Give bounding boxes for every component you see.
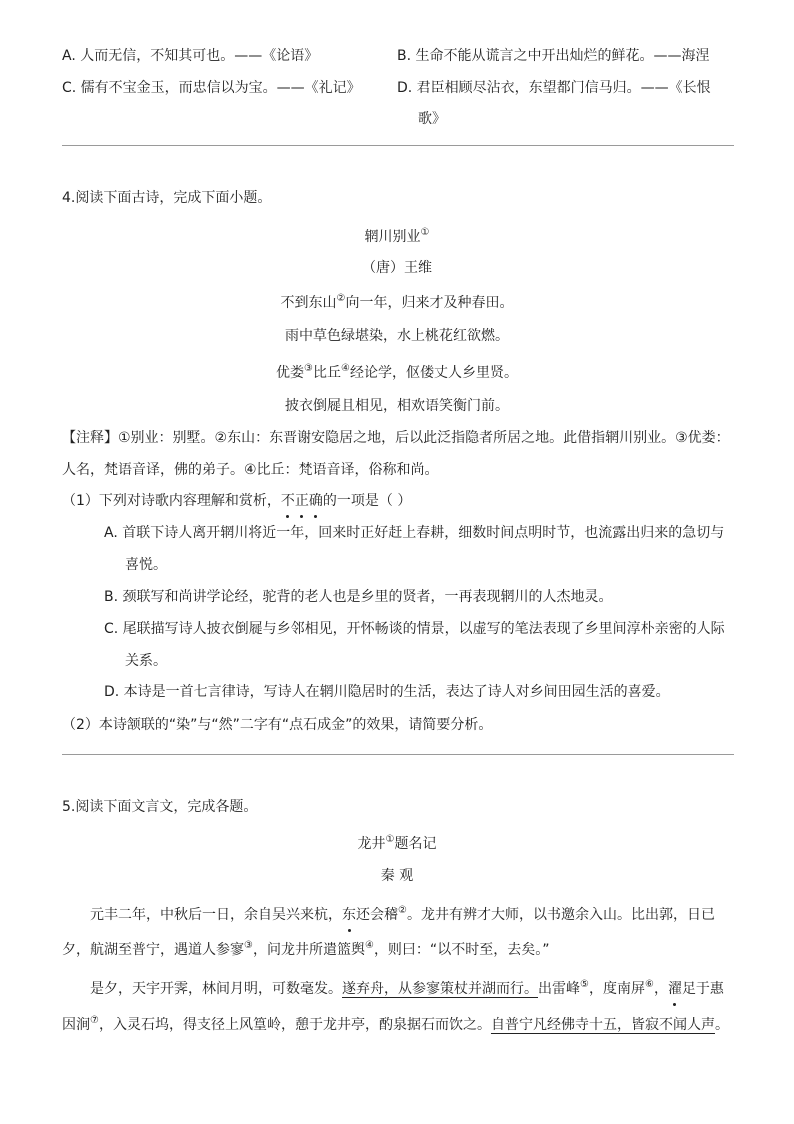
choice-c-line2: 关系。 — [125, 653, 167, 669]
choice-d: D. 本诗是一首七言律诗，写诗人在辋川隐居时的生活，表达了诗人对乡间田园生活的喜爱。 — [104, 684, 670, 700]
choice-c-line1: C. 尾联描写诗人披衣倒屣与乡邻相见，开怀畅谈的情景，以虚写的笔法表现了乡里间淳朴亲密的人际 — [104, 621, 725, 637]
emphasis-char: 濯 — [667, 981, 682, 997]
poem-title: 辋川别业① — [364, 227, 430, 245]
underlined-sentence: 自普宁凡经佛寺十五，皆寂不闻人声 — [490, 1017, 715, 1033]
footnote-marker: ① — [385, 834, 395, 845]
q4-intro: 4.阅读下面古诗，完成下面小题。 — [62, 190, 272, 206]
annotation-line-1: 【注释】①别业：别墅。②东山：东晋谢安隐居之地，后以此泛指隐者所居之地。此借指辋川别业。③优娄： — [62, 430, 730, 446]
poem-line-2: 雨中草色绿堪染，水上桃花红欲燃。 — [285, 328, 509, 344]
footnote-marker: ② — [398, 905, 407, 916]
emphasis-char: 确 — [308, 493, 323, 509]
footnote-marker: ④ — [341, 363, 350, 374]
poem-line-1: 不到东山②向一年，归来才及种春田。 — [280, 293, 514, 311]
choice-a-line1: A. 首联下诗人离开辋川将近一年，回来时正好赶上春耕，细数时间点明时节，也流露出归来的急切与 — [104, 525, 725, 541]
q5-intro: 5.阅读下面文言文，完成各题。 — [62, 799, 258, 815]
essay-p2-line1: 是夕，天宇开霁，林间月明，可数毫发。遂弃舟，从参寥策杖并湖而行。出雷峰⑤，度南屏⑥，濯足于惠 — [90, 979, 724, 997]
essay-p1-line2: 夕，航湖至普宁，遇道人参寥③，问龙井所遣篮舆④，则曰：“以不时至，去矣。” — [62, 940, 550, 958]
emphasis-char: 正 — [294, 493, 309, 509]
poem-line-4: 披衣倒屣且相见，相欢语笑衡门前。 — [285, 398, 509, 414]
choice-b: B. 颈联写和尚讲学论经，驼背的老人也是乡里的贤者，一再表现辋川的人杰地灵。 — [104, 589, 613, 605]
sub-question-1: （1）下列对诗歌内容理解和赏析，不正确的一项是（ ） — [62, 493, 412, 509]
sub-question-2: （2）本诗颔联的“染”与“然”二字有“点石成金”的效果，请简要分析。 — [62, 717, 493, 733]
footnote-marker: ② — [336, 293, 346, 304]
annotation-line-2: 人名，梵语音译，佛的弟子。④比丘：梵语音译，俗称和尚。 — [62, 462, 439, 478]
essay-p1-line1: 元丰二年，中秋后一日，余自吴兴来杭，东还会稽②。龙井有辨才大师，以书邀余入山。比出郭，日已 — [90, 905, 715, 923]
poem-line-3: 优娄③比丘④经论学，伛偻丈人乡里贤。 — [276, 363, 518, 381]
footnote-marker: ③ — [304, 363, 313, 374]
footnote-marker: ⑥ — [644, 979, 654, 990]
footnote-marker: ③ — [244, 940, 253, 951]
essay-title: 龙井①题名记 — [357, 834, 437, 852]
essay-p2-line2: 因涧⑦，入灵石坞，得支径上风篁岭，憩于龙井亭，酌泉据石而饮之。自普宁凡经佛寺十五，皆寂不闻人声。 — [62, 1015, 729, 1033]
option-a: A. 人而无信，不知其可也。——《论语》 — [62, 48, 319, 64]
option-d-line2: 歌》 — [418, 111, 446, 127]
footnote-marker: ⑦ — [90, 1015, 99, 1026]
option-c: C. 儒有不宝金玉，而忠信以为宝。——《礼记》 — [62, 80, 361, 96]
choice-a-line2: 喜悦。 — [125, 557, 167, 573]
section-divider — [62, 145, 734, 146]
emphasis-char: 不 — [280, 493, 295, 509]
footnote-marker: ⑤ — [580, 979, 589, 990]
option-d-line1: D. 君臣相顾尽沾衣，东望都门信马归。——《长恨 — [397, 80, 711, 96]
footnote-marker: ① — [420, 227, 430, 238]
essay-author: 秦 观 — [380, 868, 414, 884]
option-b: B. 生命不能从谎言之中开出灿烂的鲜花。——海涅 — [397, 48, 710, 64]
underlined-sentence: 遂弃舟，从参寥策杖并湖而行。 — [342, 981, 538, 997]
footnote-marker: ④ — [364, 940, 374, 951]
section-divider — [62, 754, 734, 755]
emphasis-char: 东 — [342, 907, 356, 923]
poem-author: （唐）王维 — [362, 260, 432, 276]
